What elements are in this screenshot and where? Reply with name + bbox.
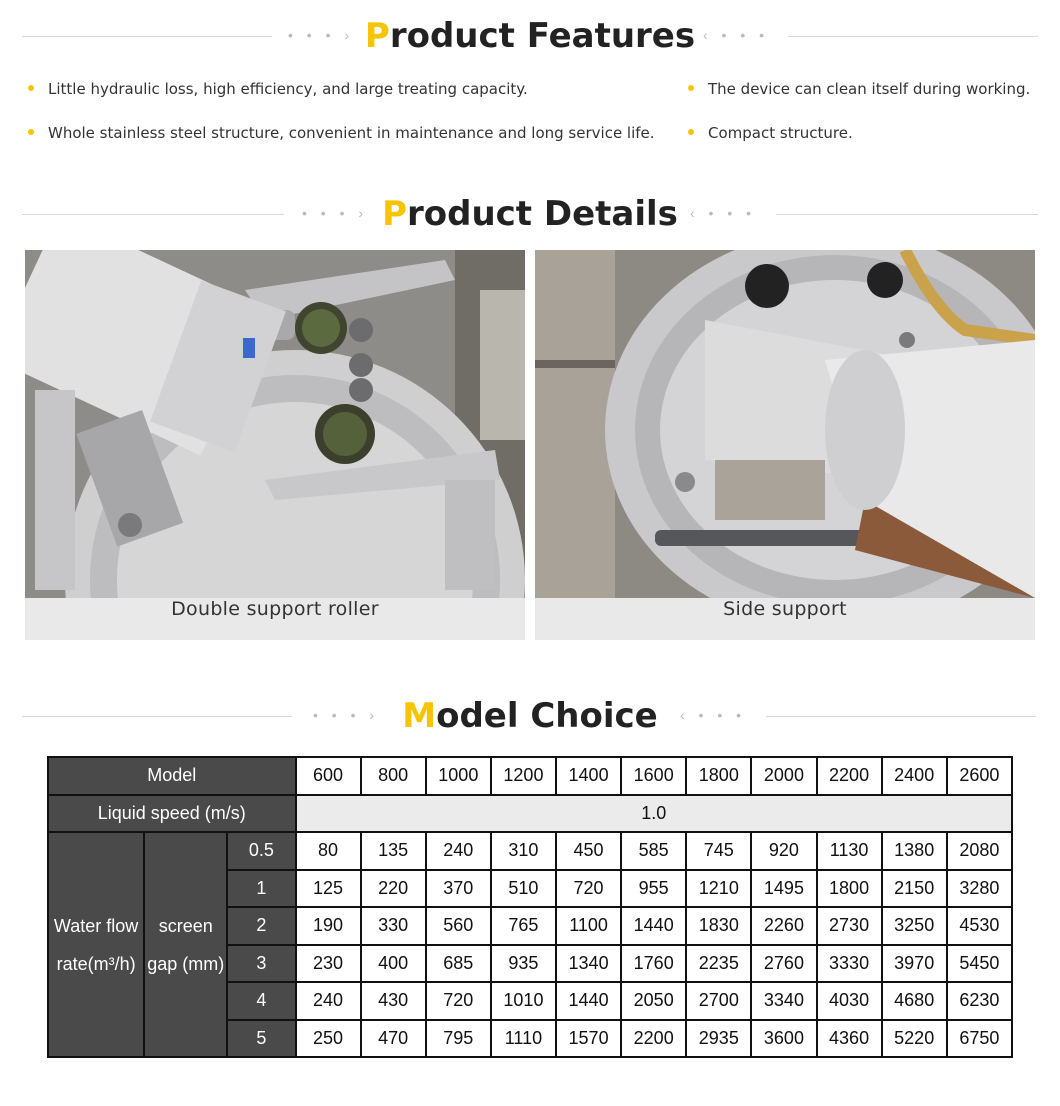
flow-value-cell: 1495 (751, 870, 816, 908)
flow-value-cell: 745 (686, 832, 751, 870)
model-cell: 2600 (947, 757, 1012, 795)
flow-rate-label-line1: Water flow (53, 915, 139, 936)
flow-value-cell: 240 (426, 832, 491, 870)
flow-value-cell: 560 (426, 907, 491, 945)
model-cell: 1600 (621, 757, 686, 795)
model-cell: 1200 (491, 757, 556, 795)
divider-right (766, 716, 1036, 717)
flow-value-cell: 190 (296, 907, 361, 945)
flow-value-cell: 230 (296, 945, 361, 983)
flow-value-cell: 720 (426, 982, 491, 1020)
flow-value-cell: 1830 (686, 907, 751, 945)
flow-value-cell: 4680 (882, 982, 947, 1020)
flow-value-cell: 4030 (817, 982, 882, 1020)
divider-right (776, 214, 1038, 215)
flow-value-cell: 330 (361, 907, 426, 945)
dots-right-icon: ‹ • • • (690, 205, 757, 221)
screen-gap-header-cell (144, 832, 227, 1057)
flow-value-cell: 720 (556, 870, 621, 908)
gap-value-cell: 5 (227, 1020, 295, 1058)
details-title: Product Details (382, 194, 678, 234)
flow-value-cell: 450 (556, 832, 621, 870)
flow-value-cell: 310 (491, 832, 556, 870)
bullet-icon (28, 129, 34, 135)
flow-value-cell: 1440 (556, 982, 621, 1020)
dots-left-icon: • • • › (302, 205, 369, 221)
flow-value-cell: 470 (361, 1020, 426, 1058)
flow-value-cell: 1010 (491, 982, 556, 1020)
gap-value-cell: 3 (227, 945, 295, 983)
flow-value-cell: 1100 (556, 907, 621, 945)
bullet-icon (28, 85, 34, 91)
flow-value-cell: 3340 (751, 982, 816, 1020)
flow-value-cell: 2260 (751, 907, 816, 945)
model-cell: 800 (361, 757, 426, 795)
model-table (47, 756, 1013, 1058)
flow-value-cell: 4530 (947, 907, 1012, 945)
flow-value-cell: 240 (296, 982, 361, 1020)
flow-value-cell: 250 (296, 1020, 361, 1058)
flow-value-cell: 2200 (621, 1020, 686, 1058)
flow-value-cell: 125 (296, 870, 361, 908)
flow-value-cell: 6750 (947, 1020, 1012, 1058)
gap-value-cell: 4 (227, 982, 295, 1020)
flow-rate-label-line2: rate(m³/h) (56, 953, 136, 974)
model-heading (0, 696, 1060, 736)
flow-value-cell: 2935 (686, 1020, 751, 1058)
model-cell: 1800 (686, 757, 751, 795)
feature-item: Compact structure. (688, 124, 853, 142)
gap-value-cell: 1 (227, 870, 295, 908)
flow-value-cell: 1570 (556, 1020, 621, 1058)
dots-left-icon: • • • › (313, 707, 380, 723)
flow-value-cell: 2760 (751, 945, 816, 983)
flow-value-cell: 135 (361, 832, 426, 870)
flow-value-cell: 795 (426, 1020, 491, 1058)
flow-value-cell: 3250 (882, 907, 947, 945)
flow-value-cell: 220 (361, 870, 426, 908)
features-title: Product Features (364, 16, 696, 56)
photo-caption: Double support roller (171, 598, 379, 620)
model-cell: 2400 (882, 757, 947, 795)
flow-value-cell: 685 (426, 945, 491, 983)
gap-value-cell: 2 (227, 907, 295, 945)
flow-value-cell: 1340 (556, 945, 621, 983)
flow-value-cell: 3330 (817, 945, 882, 983)
dots-left-icon: • • • › (288, 27, 355, 43)
model-row (48, 757, 1012, 795)
flow-value-cell: 3280 (947, 870, 1012, 908)
model-cell: 2000 (751, 757, 816, 795)
feature-item: Whole stainless steel structure, convenient in maintenance and long service life. (28, 124, 655, 142)
flow-value-cell: 5450 (947, 945, 1012, 983)
double-support-roller-image (25, 250, 525, 598)
flow-value-cell: 955 (621, 870, 686, 908)
flow-value-cell: 1760 (621, 945, 686, 983)
flow-value-cell: 1440 (621, 907, 686, 945)
bullet-icon (688, 85, 694, 91)
dots-right-icon: ‹ • • • (703, 27, 770, 43)
flow-value-cell: 765 (491, 907, 556, 945)
flow-value-cell: 430 (361, 982, 426, 1020)
model-cell: 2200 (817, 757, 882, 795)
photo-card-side-support (535, 250, 1035, 640)
flow-value-cell: 6230 (947, 982, 1012, 1020)
screen-gap-label-line2: gap (mm) (147, 953, 225, 974)
divider-right (788, 36, 1038, 37)
flow-value-cell: 4360 (817, 1020, 882, 1058)
model-header-cell: Model (48, 757, 296, 795)
screen-gap-label-line1: screen (158, 915, 213, 936)
photo-caption: Side support (723, 598, 847, 620)
features-heading (0, 16, 1060, 56)
model-cell: 1000 (426, 757, 491, 795)
flow-value-cell: 1130 (817, 832, 882, 870)
bullet-icon (688, 129, 694, 135)
flow-value-cell: 935 (491, 945, 556, 983)
flow-rate-header-cell (48, 832, 144, 1057)
photo-card-double-support-roller (25, 250, 525, 640)
model-title: Model Choice (402, 696, 658, 736)
flow-value-cell: 2050 (621, 982, 686, 1020)
side-support-image (535, 250, 1035, 598)
gap-value-cell: 0.5 (227, 832, 295, 870)
flow-value-cell: 2730 (817, 907, 882, 945)
flow-row (48, 832, 1012, 870)
speed-row (48, 795, 1012, 833)
speed-value-cell: 1.0 (296, 795, 1013, 833)
flow-value-cell: 80 (296, 832, 361, 870)
details-heading (0, 194, 1060, 234)
flow-value-cell: 2700 (686, 982, 751, 1020)
flow-value-cell: 3600 (751, 1020, 816, 1058)
flow-value-cell: 5220 (882, 1020, 947, 1058)
flow-value-cell: 1110 (491, 1020, 556, 1058)
flow-value-cell: 1380 (882, 832, 947, 870)
feature-item: The device can clean itself during working. (688, 80, 1030, 98)
model-cell: 600 (296, 757, 361, 795)
flow-value-cell: 1800 (817, 870, 882, 908)
flow-value-cell: 3970 (882, 945, 947, 983)
speed-header-cell: Liquid speed (m/s) (48, 795, 296, 833)
flow-value-cell: 2235 (686, 945, 751, 983)
flow-value-cell: 510 (491, 870, 556, 908)
flow-value-cell: 400 (361, 945, 426, 983)
model-cell: 1400 (556, 757, 621, 795)
flow-value-cell: 920 (751, 832, 816, 870)
feature-item: Little hydraulic loss, high efficiency, and large treating capacity. (28, 80, 528, 98)
flow-value-cell: 2080 (947, 832, 1012, 870)
flow-value-cell: 2150 (882, 870, 947, 908)
dots-right-icon: ‹ • • • (680, 707, 747, 723)
flow-value-cell: 370 (426, 870, 491, 908)
flow-value-cell: 1210 (686, 870, 751, 908)
flow-value-cell: 585 (621, 832, 686, 870)
